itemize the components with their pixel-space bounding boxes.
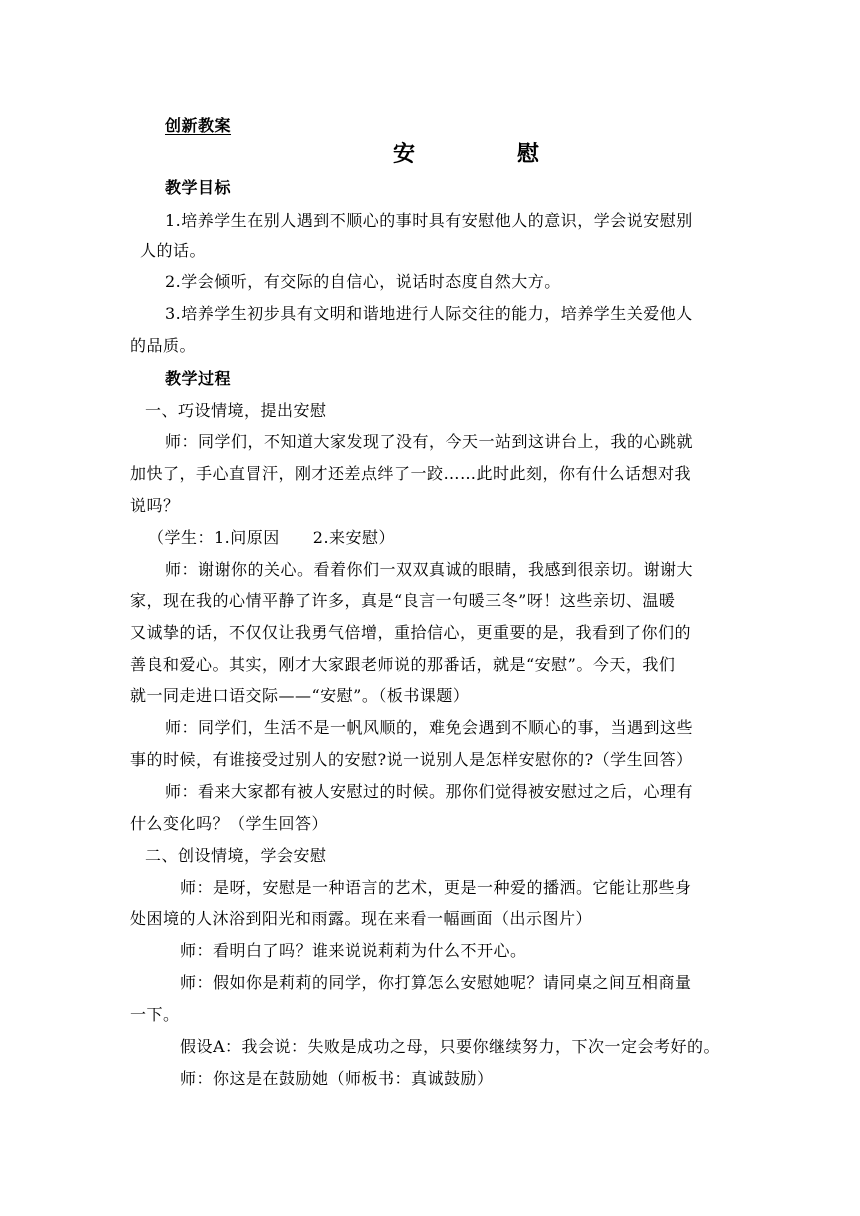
- text-line: 又诚挚的话，不仅仅让我勇气倍增，重拾信心，更重要的是，我看到了你们的: [130, 623, 692, 642]
- text-line: 师：同学们，不知道大家发现了没有，今天一站到这讲台上，我的心跳就: [165, 432, 694, 451]
- text-line: 2.学会倾听，有交际的自信心，说话时态度自然大方。: [165, 272, 561, 291]
- text-line: 什么变化吗？（学生回答）: [130, 814, 329, 833]
- text-line: 师：你这是在鼓励她（师板书：真诚鼓励）: [180, 1069, 494, 1088]
- text-line: 善良和爱心。其实，刚才大家跟老师说的那番话，就是“安慰”。今天，我们: [130, 655, 676, 674]
- subsection-heading: 二、创设情境，学会安慰: [145, 846, 327, 865]
- text-line: 1.培养学生在别人遇到不顺心的事时具有安慰他人的意识，学会说安慰别: [165, 211, 693, 230]
- text-line: 事的时候，有谁接受过别人的安慰?说一说别人是怎样安慰你的?（学生回答）: [130, 750, 693, 769]
- text-line: 说吗？: [130, 496, 180, 515]
- text-line: 一下。: [130, 1005, 180, 1024]
- text-line: 师：看来大家都有被人安慰过的时候。那你们觉得被安慰过之后，心理有: [165, 782, 694, 801]
- page-title: 安 慰: [393, 142, 580, 167]
- text-line: 处困境的人沐浴到阳光和雨露。现在来看一幅画面（出示图片）: [130, 909, 593, 928]
- text-line: 师：假如你是莉莉的同学，你打算怎么安慰她呢？请同桌之间互相商量: [180, 973, 692, 992]
- text-line: （学生：1.问原因 2.来安慰）: [148, 528, 396, 547]
- header-label: 创新教案: [165, 116, 232, 135]
- text-line: 师：同学们，生活不是一帆风顺的，难免会遇到不顺心的事，当遇到这些: [165, 718, 694, 737]
- section-heading-goals: 教学目标: [165, 178, 232, 197]
- section-heading-process: 教学过程: [165, 369, 232, 388]
- text-line: 人的话。: [140, 241, 207, 260]
- text-line: 家，现在我的心情平静了许多，真是“良言一句暖三冬”呀！这些亲切、温暖: [130, 591, 676, 610]
- text-line: 师：看明白了吗？谁来说说莉莉为什么不开心。: [180, 941, 527, 960]
- text-line: 加快了，手心直冒汗，刚才还差点绊了一跤……此时此刻，你有什么话想对我: [130, 464, 692, 483]
- text-line: 假设A：我会说：失败是成功之母，只要你继续努力，下次一定会考好的。: [180, 1037, 721, 1056]
- subsection-heading: 一、巧设情境，提出安慰: [145, 401, 327, 420]
- text-line: 就一同走进口语交际——“安慰”。（板书课题）: [130, 686, 470, 705]
- text-line: 的品质。: [130, 336, 197, 355]
- text-line: 3.培养学生初步具有文明和谐地进行人际交往的能力，培养学生关爱他人: [165, 304, 693, 323]
- text-line: 师：谢谢你的关心。看着你们一双双真诚的眼睛，我感到很亲切。谢谢大: [165, 560, 694, 579]
- text-line: 师：是呀，安慰是一种语言的艺术，更是一种爱的播洒。它能让那些身: [180, 878, 692, 897]
